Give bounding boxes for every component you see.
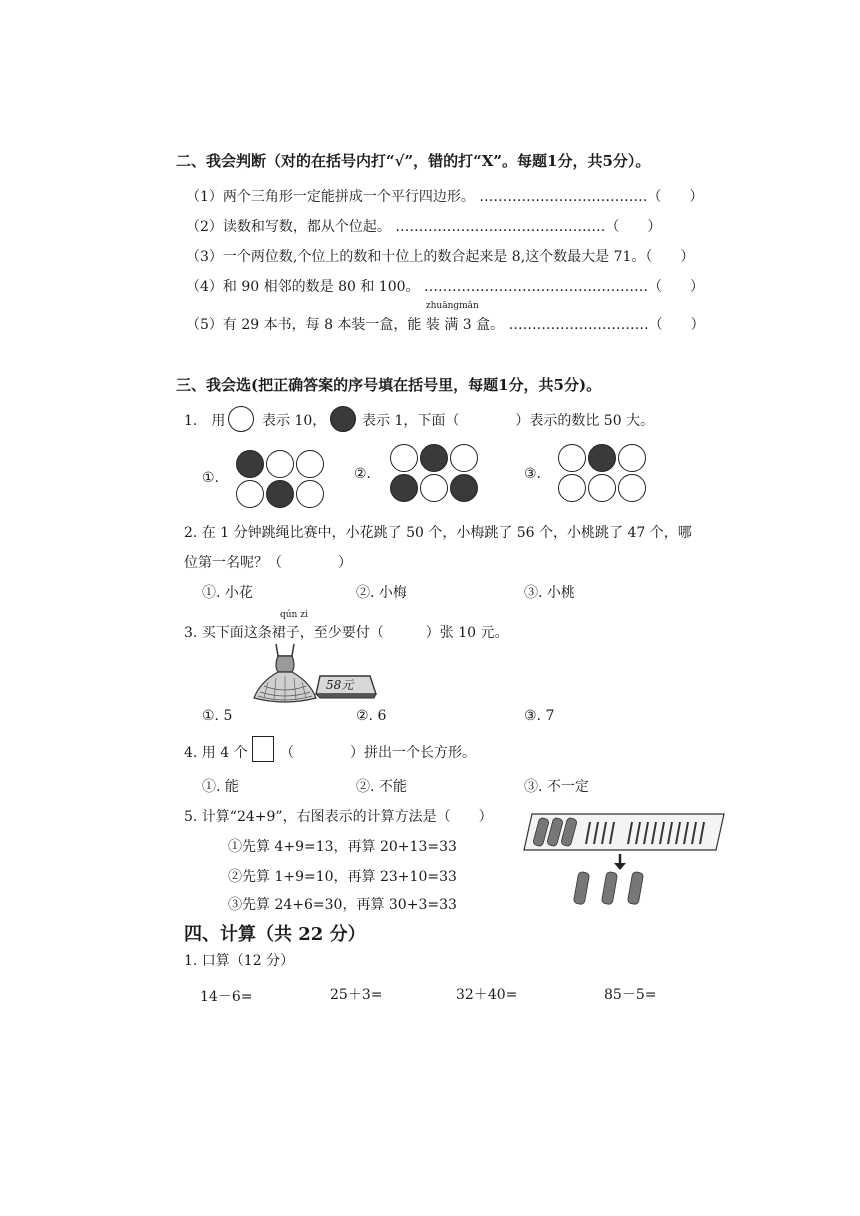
- option1-circle-empty: [236, 480, 264, 508]
- pinyin-qunzi: qún zi: [280, 610, 308, 620]
- option1-circle-empty: [296, 450, 324, 478]
- q1-option-2-label: ②.: [354, 466, 372, 482]
- q4-suffix: （ ）拼出一个长方形。: [280, 745, 476, 761]
- option3-circle-empty: [558, 474, 586, 502]
- calc-problem-2: 25＋3=: [330, 987, 383, 1003]
- q1-prefix: 1. 用: [184, 413, 226, 429]
- calc-problem-3: 32＋40=: [456, 987, 518, 1003]
- q2-option-3: ③. 小桃: [524, 585, 575, 601]
- judge-item-5-word-wrap: [425, 301, 479, 334]
- option3-circle-filled: [588, 444, 616, 472]
- judge-item-5: [186, 301, 705, 334]
- judge-item-5-before: （5）有 29 本书，每 8 本装一盒，能: [186, 317, 422, 333]
- stick-bundle-diagram: [520, 810, 730, 910]
- calc-problem-4: 85－5=: [604, 987, 657, 1003]
- option2-circle-filled: [390, 474, 418, 502]
- option2-circle-filled: [450, 474, 478, 502]
- q2-option-2: ②. 小梅: [356, 585, 407, 601]
- option2-circle-filled: [420, 444, 448, 472]
- q2-line1: 2. 在 1 分钟跳绳比赛中，小花跳了 50 个，小梅跳了 56 个，小桃跳了 47 个，哪: [184, 525, 692, 541]
- square-icon: [252, 736, 274, 762]
- q3-text: 3. 买下面这条裙子，至少要付（ ）张 10 元。: [184, 625, 509, 641]
- judge-item-3: （3）一个两位数,个位上的数和十位上的数合起来是 8,这个数最大是 71。（ ）: [186, 249, 695, 265]
- option1-circle-filled: [236, 450, 264, 478]
- section2-title: 二、我会判断（对的在括号内打“√”，错的打“X”。每题1分，共5分）。: [176, 152, 651, 170]
- q3-option-3: ③. 7: [524, 708, 555, 724]
- q4-option-3: ③. 不一定: [524, 779, 589, 795]
- section4-sub1: 1. 口算（12 分）: [184, 953, 295, 969]
- q3-option-2: ②. 6: [356, 708, 387, 724]
- option1-circle-empty: [266, 450, 294, 478]
- q1-mid1: 表示 10，: [262, 413, 327, 429]
- option1-circle-filled: [266, 480, 294, 508]
- option3-circle-empty: [588, 474, 616, 502]
- judge-item-1: （1）两个三角形一定能拼成一个平行四边形。 ………………………………（ ）: [186, 189, 704, 205]
- calc-problem-1: 14－6=: [200, 989, 253, 1005]
- option3-circle-empty: [618, 474, 646, 502]
- option1-circle-empty: [296, 480, 324, 508]
- option3-circle-empty: [558, 444, 586, 472]
- q5-method-2: ②先算 1+9=10，再算 23+10=33: [228, 869, 457, 885]
- q4-prefix: 4. 用 4 个: [184, 745, 248, 761]
- q4-option-2: ②. 不能: [356, 779, 407, 795]
- section4-title: 四、计算（共 22 分）: [184, 924, 366, 945]
- judge-item-5-word: 装 满: [425, 317, 459, 333]
- option2-circle-empty: [420, 474, 448, 502]
- q5-method-3: ③先算 24+6=30，再算 30+3=33: [228, 897, 457, 913]
- option2-circle-empty: [390, 444, 418, 472]
- q2-option-1: ①. 小花: [202, 585, 253, 601]
- filled-circle-icon: [330, 406, 356, 432]
- q1-option-3-label: ③.: [524, 466, 542, 482]
- option3-circle-empty: [618, 444, 646, 472]
- judge-item-5-after: 3 盒。 …………………………（ ）: [462, 317, 705, 333]
- dress-icon: [250, 642, 320, 706]
- price-label: 58元: [326, 678, 354, 692]
- q1-mid2: 表示 1，下面（ ）表示的数比 50 大。: [362, 413, 655, 429]
- q5-method-1: ①先算 4+9=13，再算 20+13=33: [228, 839, 457, 855]
- empty-circle-icon: [228, 406, 254, 432]
- pinyin-zhuangman: zhuāngmǎn: [425, 301, 479, 311]
- judge-item-4: （4）和 90 相邻的数是 80 和 100。 …………………………………………（ ）: [186, 279, 704, 295]
- q3-option-1: ①. 5: [202, 708, 233, 724]
- option2-circle-empty: [450, 444, 478, 472]
- q1-option-1-label: ①.: [202, 470, 220, 486]
- judge-item-2: （2）读数和写数，都从个位起。 ………………………………………（ ）: [186, 219, 662, 235]
- section3-title: 三、我会选(把正确答案的序号填在括号里，每题1分，共5分)。: [176, 376, 602, 394]
- q2-line2: 位第一名呢？（ ）: [184, 555, 352, 571]
- q5-text: 5. 计算“24+9”，右图表示的计算方法是（ ）: [184, 809, 493, 825]
- q4-option-1: ①. 能: [202, 779, 239, 795]
